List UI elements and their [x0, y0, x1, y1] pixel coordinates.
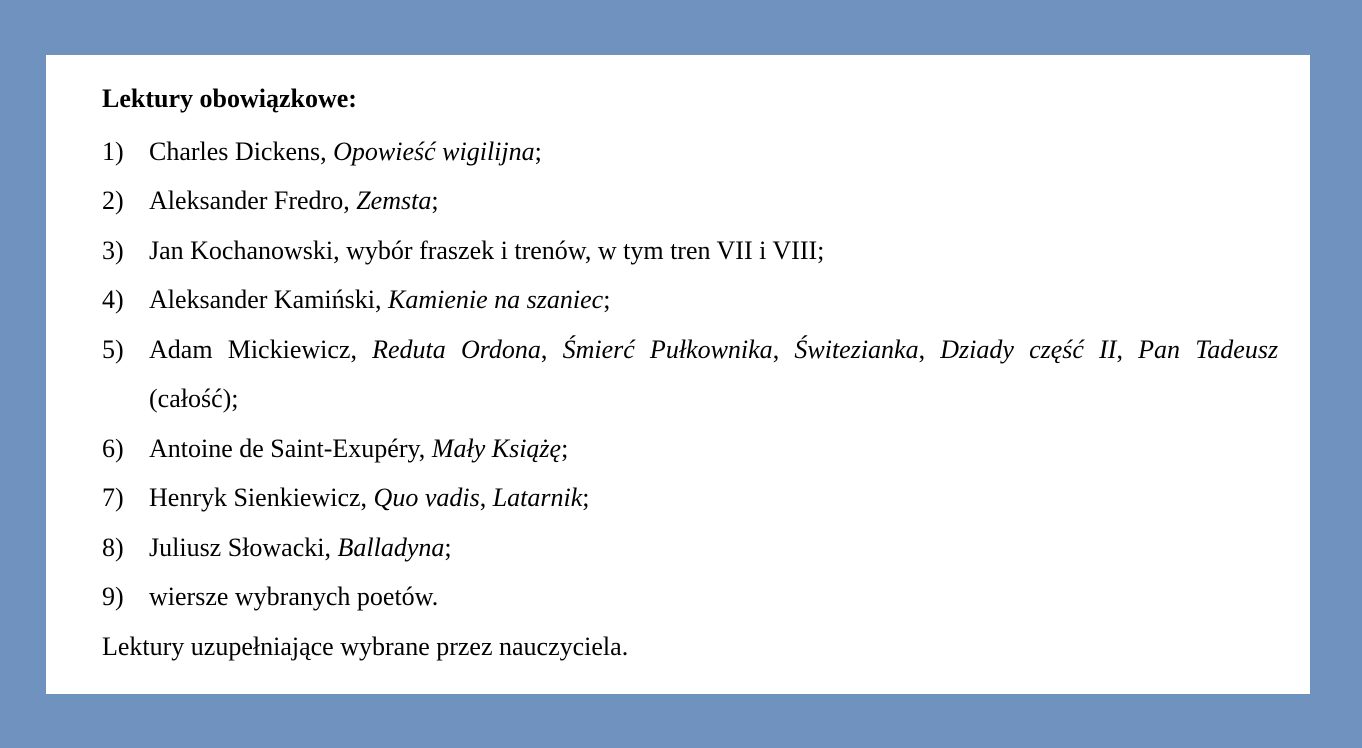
- book-title: Pan Tadeusz: [1138, 334, 1279, 364]
- list-item: [102, 473, 1278, 523]
- text-segment: ;: [561, 433, 569, 463]
- list-item-text: [149, 572, 1278, 622]
- list-item-number: 1): [102, 136, 124, 166]
- text-segment: ;: [431, 186, 439, 215]
- list-item-text: [149, 176, 1278, 226]
- list-item-number: 7): [102, 483, 124, 512]
- list-item-text: [149, 523, 1278, 573]
- book-title: Quo vadis: [373, 483, 480, 512]
- document-content: [102, 77, 1278, 671]
- list-item-text: [149, 127, 1278, 177]
- list-item-text: [149, 275, 1278, 325]
- list-item-number: 2): [102, 186, 124, 215]
- book-title: Reduta Ordona: [372, 334, 541, 364]
- document-card: [46, 55, 1310, 694]
- book-title: Kamienie na szaniec: [388, 285, 604, 314]
- text-segment: ,: [1116, 334, 1139, 364]
- list-item-text: [149, 226, 1278, 276]
- reading-list: [102, 127, 1278, 622]
- list-item: [102, 275, 1278, 325]
- list-item: [102, 572, 1278, 622]
- list-item: [102, 523, 1278, 573]
- text-segment: wiersze wybranych poetów.: [149, 582, 439, 611]
- list-item: [102, 325, 1278, 424]
- text-segment: ,: [479, 483, 493, 512]
- list-item-text: [149, 325, 1278, 424]
- list-item: [102, 176, 1278, 226]
- text-segment: (całość);: [149, 384, 239, 413]
- book-title: Zemsta: [356, 186, 432, 215]
- text-segment: ,: [918, 334, 941, 364]
- book-title: Dziady część II: [940, 334, 1117, 364]
- text-segment: Charles Dickens,: [149, 136, 334, 166]
- list-item-text: [149, 424, 1278, 474]
- text-segment: Adam Mickiewicz,: [149, 334, 373, 364]
- text-segment: ;: [534, 136, 542, 166]
- text-segment: ;: [582, 483, 590, 512]
- text-segment: ,: [540, 334, 563, 364]
- list-item-number: 9): [102, 582, 124, 611]
- book-title: Świtezianka: [794, 334, 919, 364]
- text-segment: Jan Kochanowski, wybór fraszek i trenów, w tym tren VII i VIII;: [149, 235, 825, 265]
- supplementary-note: Lektury uzupełniające wybrane przez nauczyciela.: [102, 631, 629, 661]
- book-title: Śmierć Pułkownika: [562, 334, 773, 364]
- text-segment: Antoine de Saint-Exupéry,: [149, 433, 432, 463]
- list-item: [102, 226, 1278, 276]
- text-segment: ;: [603, 285, 611, 314]
- list-item-number: 5): [102, 334, 124, 364]
- text-segment: ,: [772, 334, 795, 364]
- list-item: [102, 127, 1278, 177]
- list-item-number: 6): [102, 433, 124, 463]
- list-item-number: 8): [102, 532, 124, 562]
- list-item-number: 4): [102, 285, 124, 314]
- book-title: Balladyna: [337, 532, 445, 562]
- text-segment: Juliusz Słowacki,: [149, 532, 338, 562]
- text-segment: Aleksander Kamiński,: [149, 285, 389, 314]
- book-title: Mały Książę: [431, 433, 562, 463]
- book-title: Opowieść wigilijna: [333, 136, 535, 166]
- book-title: Latarnik: [492, 483, 583, 512]
- list-item: [102, 424, 1278, 474]
- text-segment: ;: [444, 532, 452, 562]
- list-item-text: [149, 473, 1278, 523]
- text-segment: Aleksander Fredro,: [149, 186, 357, 215]
- list-heading: Lektury obowiązkowe:: [102, 84, 357, 113]
- text-segment: Henryk Sienkiewicz,: [149, 483, 374, 512]
- list-item-number: 3): [102, 235, 124, 265]
